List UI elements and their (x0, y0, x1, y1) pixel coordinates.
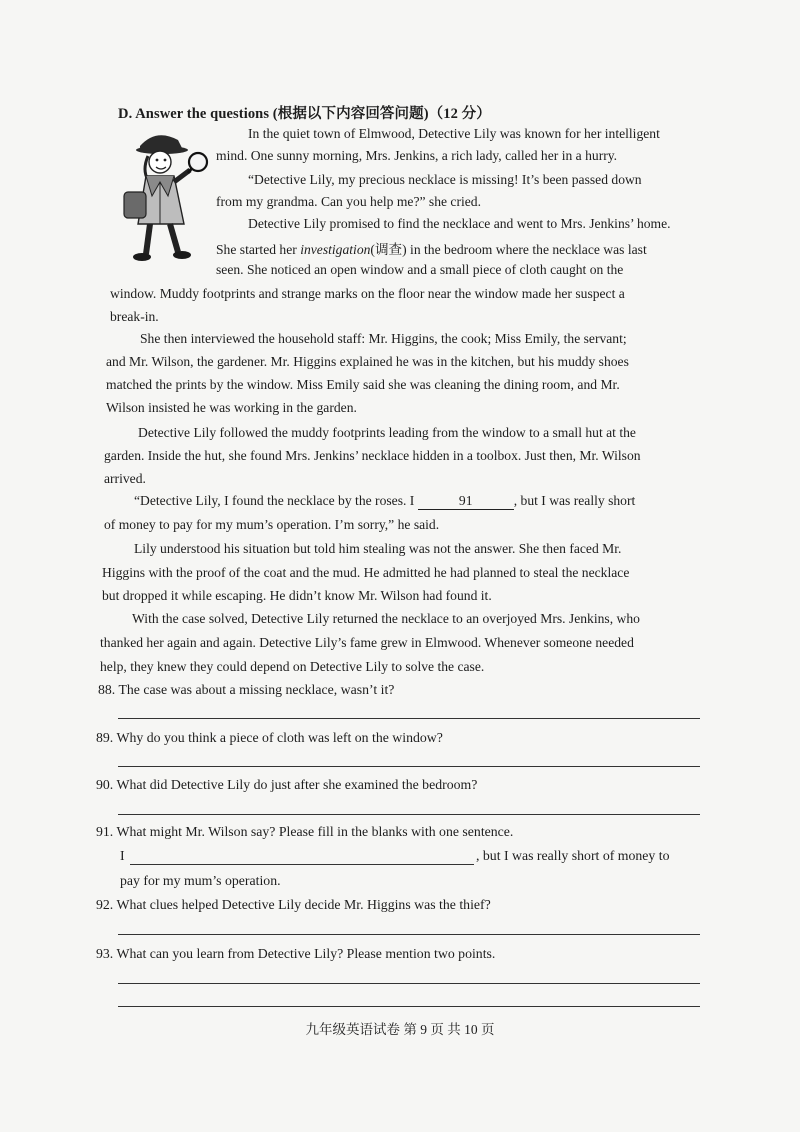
story-line (216, 238, 647, 258)
story-text: She started her (216, 242, 301, 257)
story-line: garden. Inside the hut, she found Mrs. Jenkins’ necklace hidden in a toolbox. Just then, Mr. Wilson (104, 448, 641, 463)
story-line: seen. She noticed an open window and a small piece of cloth caught on the (216, 262, 624, 277)
story-text: (调查) in the bedroom where the necklace was last (370, 242, 647, 257)
answer-line-93a[interactable] (118, 983, 700, 984)
story-line: She then interviewed the household staff: Mr. Higgins, the cook; Miss Emily, the servant; (140, 331, 627, 346)
question-92: 92. What clues helped Detective Lily decide Mr. Higgins was the thief? (96, 897, 491, 912)
story-line: arrived. (104, 471, 146, 486)
question-91-end: , but I was really short of money to (476, 848, 670, 863)
story-line (134, 493, 635, 510)
story-text: “Detective Lily, I found the necklace by the roses. I (134, 493, 418, 508)
question-91-start: I (120, 848, 125, 863)
story-line: window. Muddy footprints and strange marks on the floor near the window made her suspect a (110, 286, 625, 301)
story-line: mind. One sunny morning, Mrs. Jenkins, a rich lady, called her in a hurry. (216, 148, 618, 163)
story-line: Lily understood his situation but told him stealing was not the answer. She then faced Mr. (134, 541, 622, 556)
answer-line-90[interactable] (118, 814, 700, 815)
story-line: “Detective Lily, my precious necklace is missing! It’s been passed down (248, 172, 642, 187)
story-line: help, they knew they could depend on Detective Lily to solve the case. (100, 659, 485, 674)
question-90: 90. What did Detective Lily do just after she examined the bedroom? (96, 777, 478, 792)
story-line: matched the prints by the window. Miss Emily said she was cleaning the dining room, and Mr. (106, 377, 620, 392)
question-93: 93. What can you learn from Detective Lily? Please mention two points. (96, 946, 496, 961)
question-89: 89. Why do you think a piece of cloth was left on the window? (96, 730, 443, 745)
answer-line-88[interactable] (118, 718, 700, 719)
story-line: Wilson insisted he was working in the garden. (106, 400, 357, 415)
story-line: With the case solved, Detective Lily returned the necklace to an overjoyed Mrs. Jenkins, who (132, 611, 640, 626)
italic-term: investigation (300, 242, 371, 257)
blank-91: 91 (418, 493, 514, 510)
answer-line-89[interactable] (118, 766, 700, 767)
story-line: thanked her again and again. Detective Lily’s fame grew in Elmwood. Whenever someone needed (100, 635, 634, 650)
story-line: from my grandma. Can you help me?” she cried. (216, 194, 481, 209)
story-line: Detective Lily followed the muddy footprints leading from the window to a small hut at the (138, 425, 636, 440)
story-line: Higgins with the proof of the coat and the mud. He admitted he had planned to steal the necklace (102, 565, 630, 580)
story-line: of money to pay for my mum’s operation. I’m sorry,” he said. (104, 517, 440, 532)
question-91: 91. What might Mr. Wilson say? Please fill in the blanks with one sentence. (96, 824, 514, 839)
story-line: In the quiet town of Elmwood, Detective Lily was known for her intelligent (248, 126, 660, 141)
story-line: Detective Lily promised to find the necklace and went to Mrs. Jenkins’ home. (248, 216, 671, 231)
answer-line-92[interactable] (118, 934, 700, 935)
question-91-continuation: pay for my mum’s operation. (120, 873, 281, 888)
story-line: break-in. (110, 309, 159, 324)
page-footer: 九年级英语试卷 第 9 页 共 10 页 (305, 1022, 495, 1037)
story-text: , but I was really short (513, 493, 636, 508)
section-heading: D. Answer the questions (根据以下内容回答问题)（12 分） (118, 106, 491, 122)
story-line: and Mr. Wilson, the gardener. Mr. Higgins explained he was in the kitchen, but his muddy shoes (106, 354, 629, 369)
answer-line-91[interactable] (130, 864, 474, 865)
story-line: but dropped it while escaping. He didn’t know Mr. Wilson had found it. (102, 588, 492, 603)
question-88: 88. The case was about a missing necklace, wasn’t it? (98, 682, 395, 697)
answer-line-93b[interactable] (118, 1006, 700, 1007)
detective-illustration (118, 126, 210, 266)
